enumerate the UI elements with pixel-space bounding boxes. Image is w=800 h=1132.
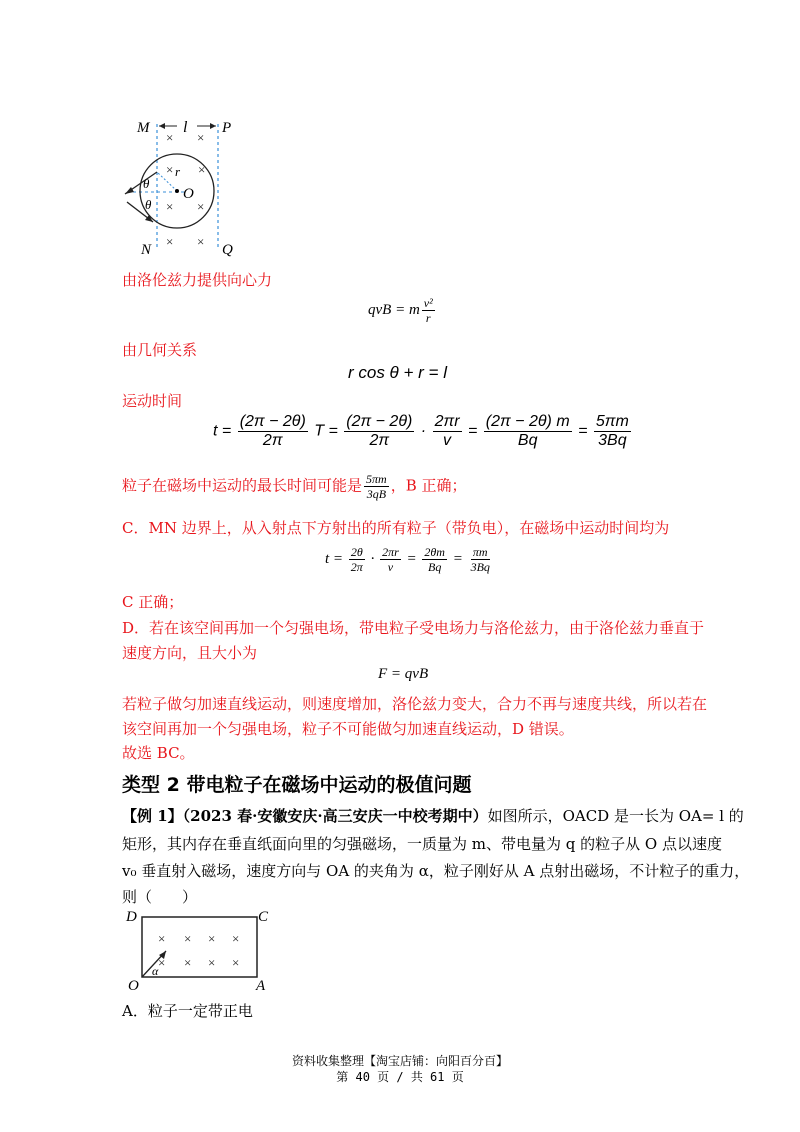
svg-text:×: × [158,955,166,970]
label-alpha: α [152,964,159,978]
svg-text:×: × [232,955,240,970]
label-m: M [137,120,150,136]
svg-text:×: × [197,199,205,214]
option-a: A．粒子一定带正电 [122,1002,253,1020]
equation-lorentz-force: F = qvB [378,666,429,682]
svg-text:×: × [197,130,205,145]
answer-choice: 故选 BC。 [122,744,195,762]
figure-rectangle-field [122,905,272,995]
motion-time-text: 运动时间 [122,392,183,410]
example-line4: 则（ ） [122,888,198,906]
equation-centripetal: qvB = m $\frac{\text{v²}}{r}$ [368,296,433,325]
option-d-line4: 该空间再加一个匀强电场，粒子不可能做匀加速直线运动，D 错误。 [122,720,574,738]
field-crosses-2 [158,931,239,970]
label-o: O [183,186,194,202]
example-line1: 【例 1】（2023 春·安徽安庆·高三安庆一中校考期中）如图所示，OACD 是一长为 OA= l 的 [122,807,744,825]
example-line2: 矩形，其内存在垂直纸面向里的匀强磁场，一质量为 m、带电量为 q 的粒子从 O 点以速度 [122,835,722,853]
label-o2: O [128,978,139,994]
label-a: A [256,978,266,994]
figure-circle-field [115,112,245,262]
option-d-line2: 速度方向，且大小为 [122,644,258,662]
equation-motion-time: t = $\frac{(2\pi - 2\theta)}{2\pi}$ T = $\frac{(2\pi - 2\theta)}{2\pi}$ · $\frac{2\pi r}{v}$ = $\frac{(2\pi - 2\theta) m}{Bq}$ = $\frac{5\pi m}{3Bq}$ [213,413,629,449]
footer-page-number: 第 40 页 / 共 61 页 [336,1070,464,1084]
svg-text:×: × [208,955,216,970]
max-time-text: 粒子在磁场中运动的最长时间可能是 $\frac{5\pi m}{3qB}$ ，B 正确； [122,472,467,501]
geometry-text: 由几何关系 [122,341,198,359]
lorentz-provides-text: 由洛伦兹力提供向心力 [122,271,273,289]
svg-text:×: × [184,955,192,970]
svg-text:×: × [166,234,174,249]
label-p: P [222,120,232,136]
equation-geometry: r cos θ + r = l [348,363,447,382]
option-d-line3: 若粒子做匀加速直线运动，则速度增加，洛伦兹力变大，合力不再与速度共线，所以若在 [122,695,708,713]
option-c-correct: C 正确； [122,593,184,611]
label-c: C [258,909,269,925]
svg-text:×: × [158,931,166,946]
option-d-line1: D．若在该空间再加一个匀强电场，带电粒子受电场力与洛伦兹力，由于洛伦兹力垂直于 [122,619,705,637]
svg-text:×: × [197,234,205,249]
svg-text:×: × [166,199,174,214]
footer-source: 资料收集整理【淘宝店铺：向阳百分百】 [291,1054,508,1068]
svg-text:×: × [198,162,206,177]
label-r: r [175,164,181,179]
svg-text:×: × [166,162,174,177]
svg-text:×: × [208,931,216,946]
label-n: N [141,242,152,258]
label-theta-1: θ [143,176,150,191]
label-l: l [183,119,188,136]
label-q: Q [222,242,233,258]
example-tag: 【例 1】（2023 春·安徽安庆·高三安庆一中校考期中） [122,807,488,825]
label-d: D [126,909,137,925]
option-c-analysis: C．MN 边界上，从入射点下方射出的所有粒子（带负电），在磁场中运动时间均为 [122,519,670,537]
label-theta-2: θ [145,197,152,212]
svg-text:×: × [166,130,174,145]
svg-text:×: × [232,931,240,946]
example-line3: v₀ 垂直射入磁场，速度方向与 OA 的夹角为 α，粒子刚好从 A 点射出磁场，不计粒子的重力， [122,862,750,880]
section-heading: 类型 2 带电粒子在磁场中运动的极值问题 [122,774,472,796]
equation-c-time: t = $\frac{2\theta}{2\pi}$ · $\frac{2\pi r}{v}$ = $\frac{2\theta m}{Bq}$ = $\frac{\pi m}{3Bq}$ [325,545,490,574]
svg-text:×: × [184,931,192,946]
